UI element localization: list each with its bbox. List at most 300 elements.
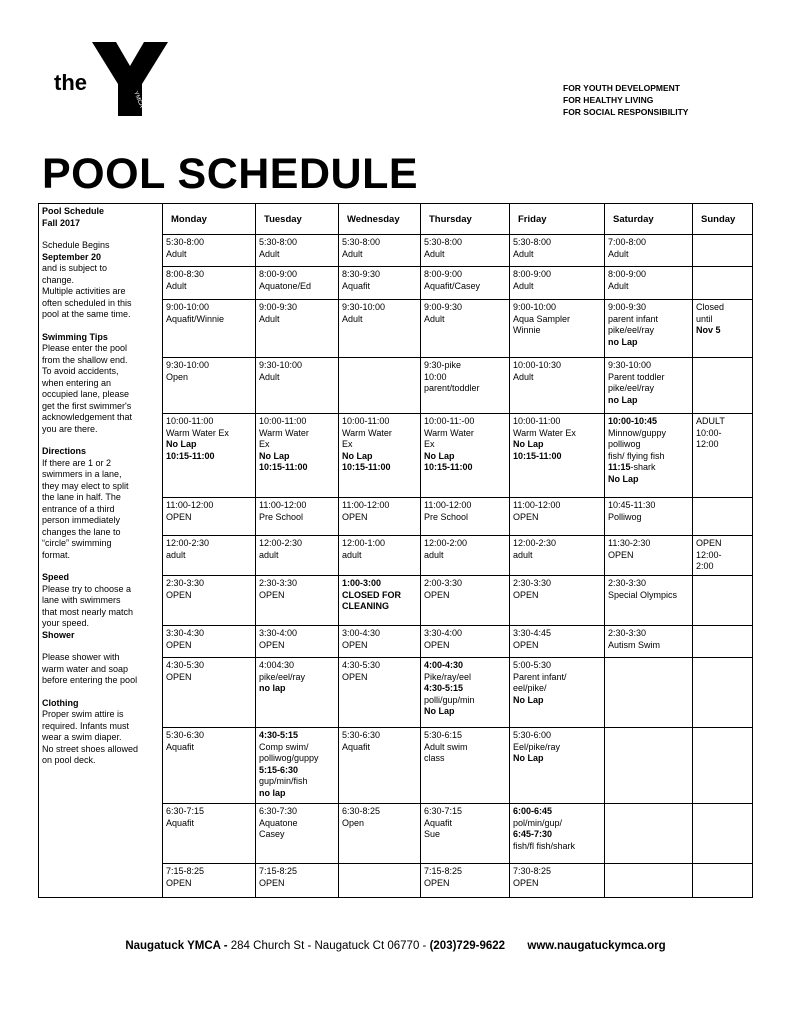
cell-line: OPEN — [166, 639, 192, 650]
schedule-cell — [510, 536, 605, 576]
sidebar-text: swimmers in a lane, — [42, 469, 122, 479]
cell-line: 11:30-2:30 — [608, 538, 651, 548]
schedule-cell — [163, 804, 256, 864]
cell-line: 10:00-10:45 — [608, 416, 658, 426]
schedule-cell — [421, 536, 510, 576]
sidebar-heading: Fall 2017 — [42, 217, 81, 228]
day-header: Wednesday — [339, 204, 421, 235]
cell-line: OPEN — [259, 877, 285, 888]
schedule-cell — [421, 576, 510, 626]
cell-line: no Lap — [608, 394, 638, 405]
cell-line-rest: -shark — [630, 462, 656, 472]
cell-line: Aquatone — [259, 817, 298, 828]
sidebar-text: they may elect to split — [42, 480, 129, 491]
cell-line: fish/fl fish/shark — [513, 840, 576, 851]
cell-line: 2:30-3:30 — [608, 628, 647, 638]
sidebar-text: when entering an — [42, 377, 112, 388]
cell-line: parent/toddler — [424, 383, 480, 393]
cell-line: OPEN — [424, 639, 450, 650]
schedule-cell — [256, 658, 339, 728]
tagline-line: FOR HEALTHY LIVING — [563, 95, 654, 105]
sidebar-text: from the shallow end. — [42, 354, 128, 365]
cell-line: 8:00-9:00 — [259, 269, 298, 279]
y-logo-icon — [90, 40, 170, 118]
cell-line: 8:00-9:00 — [608, 269, 647, 279]
cell-line: 12:00-2:00 — [424, 538, 468, 548]
schedule-cell — [421, 414, 510, 498]
schedule-cell — [605, 728, 693, 804]
day-header: Friday — [510, 204, 605, 235]
cell-line: Adult — [259, 313, 280, 324]
schedule-cell — [510, 414, 605, 498]
cell-line: OPEN — [342, 671, 368, 682]
schedule-cell — [256, 804, 339, 864]
cell-line: Adult — [166, 248, 187, 259]
schedule-cell — [693, 658, 753, 728]
cell-line: 8:00-8:30 — [166, 269, 205, 279]
cell-line: Open — [166, 371, 189, 382]
logo-the-text: the — [54, 70, 87, 95]
sidebar-text: Schedule Begins — [42, 240, 110, 250]
schedule-cell — [510, 300, 605, 358]
cell-line: 9:30-10:00 — [166, 360, 210, 370]
schedule-cell — [693, 864, 753, 898]
cell-line: OPEN — [166, 589, 192, 600]
schedule-cell — [163, 626, 256, 658]
cell-line: 6:30-8:25 — [342, 806, 381, 816]
schedule-cell — [421, 626, 510, 658]
cell-line: OPEN — [166, 511, 192, 522]
cell-line: No Lap — [342, 450, 373, 461]
cell-line: CLEANING — [342, 601, 389, 611]
cell-line: adult — [259, 549, 279, 560]
day-header: Sunday — [693, 204, 753, 235]
cell-line: Warm Water — [342, 427, 392, 438]
cell-line: 9:00-9:30 — [608, 302, 647, 312]
cell-line: 10:00 — [424, 371, 447, 382]
sidebar-text: “circle” swimming — [42, 538, 112, 548]
schedule-cell — [163, 658, 256, 728]
schedule-cell — [163, 576, 256, 626]
cell-line: 10:15-11:00 — [259, 462, 308, 472]
cell-line: 6:00-6:45 — [513, 806, 553, 816]
cell-line: parent infant — [608, 313, 659, 324]
sidebar-text: pool at the same time. — [42, 309, 131, 319]
tagline-line: FOR SOCIAL RESPONSIBILITY — [563, 107, 689, 117]
schedule-cell — [339, 576, 421, 626]
cell-line: 11:00-12:00 — [342, 500, 390, 510]
cell-line: Adult swim — [424, 741, 468, 752]
footer-org: Naugatuck YMCA - — [125, 940, 231, 952]
cell-line: Aquafit — [342, 741, 371, 752]
cell-line: Polliwog — [608, 511, 642, 522]
cell-line: 8:00-9:00 — [424, 269, 463, 279]
cell-line: 10:00-11:00 — [513, 416, 561, 426]
cell-line: 3:30-4:45 — [513, 628, 552, 638]
schedule-cell — [256, 498, 339, 536]
sidebar-text: changes the lane to — [42, 526, 121, 537]
cell-line: No Lap — [259, 450, 290, 461]
cell-line: No Lap — [513, 753, 544, 763]
schedule-cell — [421, 658, 510, 728]
sidebar-text: lane with swimmers — [42, 595, 121, 605]
cell-line: 1:00-3:00 — [342, 578, 382, 588]
schedule-cell — [421, 358, 510, 414]
info-sidebar — [39, 204, 163, 898]
cell-line: 3:30-4:30 — [166, 628, 205, 638]
cell-line: Ex — [342, 439, 353, 449]
cell-line: 11:00-12:00 — [259, 500, 307, 510]
cell-line: 3:30-4:00 — [259, 628, 298, 638]
cell-line: 10:15-11:00 — [424, 462, 473, 472]
cell-line: Winnie — [513, 325, 541, 335]
cell-line: adult — [342, 549, 362, 560]
cell-line: Eel/pike/ray — [513, 741, 561, 752]
schedule-cell — [605, 864, 693, 898]
schedule-cell — [421, 498, 510, 536]
cell-line: 5:30-6:30 — [166, 730, 205, 740]
cell-line: 4:30-5:30 — [342, 660, 381, 670]
cell-line: Warm Water — [424, 427, 474, 438]
cell-line: Adult — [259, 248, 280, 259]
cell-line: 11:00-12:00 — [166, 500, 214, 510]
schedule-cell — [163, 300, 256, 358]
schedule-cell — [339, 804, 421, 864]
schedule-cell — [256, 267, 339, 300]
cell-line: Warm Water — [259, 427, 309, 438]
cell-line: Aquatone/Ed — [259, 280, 312, 291]
cell-line: 12:00- — [696, 549, 722, 560]
cell-line: adult — [166, 549, 186, 560]
cell-line: 6:30-7:15 — [166, 806, 205, 816]
cell-line: OPEN — [166, 671, 192, 682]
ymca-logo — [44, 40, 174, 120]
schedule-cell — [693, 414, 753, 498]
schedule-cell — [339, 536, 421, 576]
cell-line: 12:00-2:30 — [259, 538, 303, 548]
cell-line: pike/eel/ray — [608, 325, 655, 335]
cell-line: 9:30-10:00 — [608, 360, 652, 370]
cell-line: No Lap — [608, 473, 639, 484]
schedule-cell — [605, 414, 693, 498]
cell-line: 10:00-11:00 — [166, 416, 214, 426]
schedule-cell — [693, 576, 753, 626]
cell-line: 5:30-8:00 — [166, 237, 205, 247]
cell-line: 7:30-8:25 — [513, 866, 552, 876]
cell-line: 6:30-7:15 — [424, 806, 463, 816]
schedule-cell — [421, 804, 510, 864]
schedule-cell — [510, 864, 605, 898]
schedule-cell — [693, 300, 753, 358]
cell-line: 5:30-8:00 — [424, 237, 463, 247]
schedule-cell — [256, 358, 339, 414]
cell-line: 4:30-5:15 — [259, 730, 299, 740]
cell-line: 3:30-4:00 — [424, 628, 463, 638]
cell-line: No Lap — [424, 450, 455, 461]
cell-line: 2:00-3:30 — [424, 578, 463, 588]
cell-line: no lap — [259, 787, 286, 798]
schedule-cell — [256, 536, 339, 576]
cell-line: 6:45-7:30 — [513, 829, 553, 839]
schedule-cell — [693, 804, 753, 864]
sidebar-text: Please try to choose a — [42, 583, 132, 594]
cell-line: OPEN — [424, 589, 450, 600]
schedule-cell — [421, 267, 510, 300]
cell-line: 4:30-5:30 — [166, 660, 205, 670]
cell-line: Comp swim/ — [259, 741, 309, 752]
schedule-cell — [421, 235, 510, 267]
schedule-cell — [510, 804, 605, 864]
schedule-cell — [163, 498, 256, 536]
schedule-cell — [510, 626, 605, 658]
cell-line: Autism Swim — [608, 639, 661, 650]
cell-line: ADULT — [696, 416, 725, 426]
logo-ymca-text: YMCA — [132, 90, 145, 109]
cell-line: Aqua Sampler — [513, 313, 571, 324]
sidebar-text: before entering the pool — [42, 675, 138, 685]
cell-line: 7:15-8:25 — [259, 866, 298, 876]
cell-line: 7:15-8:25 — [424, 866, 463, 876]
tagline-line: FOR YOUTH DEVELOPMENT — [563, 83, 680, 93]
sidebar-text: If there are 1 or 2 — [42, 457, 112, 468]
schedule-cell — [339, 300, 421, 358]
cell-line: 5:30-6:00 — [513, 730, 552, 740]
cell-line: 10:00-10:30 — [513, 360, 562, 370]
cell-line: 7:00-8:00 — [608, 237, 647, 247]
cell-line: Open — [342, 817, 365, 828]
cell-line: pike/eel/ray — [608, 383, 655, 393]
schedule-cell — [510, 235, 605, 267]
schedule-cell — [693, 267, 753, 300]
cell-line: 5:30-8:00 — [259, 237, 298, 247]
schedule-cell — [339, 235, 421, 267]
cell-line: 9:30-10:00 — [342, 302, 386, 312]
cell-line: 12:00 — [696, 439, 719, 449]
sidebar-text: warm water and soap — [42, 663, 129, 674]
cell-line: OPEN — [342, 511, 368, 522]
cell-line: pol/min/gup/ — [513, 817, 563, 828]
schedule-cell — [256, 728, 339, 804]
day-header: Tuesday — [256, 204, 339, 235]
cell-line: 5:30-6:30 — [342, 730, 381, 740]
cell-line: class — [424, 753, 445, 763]
cell-line: Ex — [259, 439, 270, 449]
cell-line: fish/ flying fish — [608, 450, 665, 461]
cell-line: 9:30-10:00 — [259, 360, 303, 370]
cell-line: 10:45-11:30 — [608, 500, 656, 510]
cell-line: Closed — [696, 302, 725, 312]
schedule-cell — [605, 626, 693, 658]
cell-line: 12:00-2:30 — [166, 538, 210, 548]
footer — [0, 940, 791, 952]
cell-line: 10:00-11:00 — [259, 416, 307, 426]
cell-line: 10:15-11:00 — [166, 450, 215, 461]
schedule-cell — [163, 358, 256, 414]
cell-line: 12:00-2:30 — [513, 538, 557, 548]
cell-line: Adult — [608, 248, 629, 259]
cell-line: No Lap — [513, 694, 544, 705]
cell-line: OPEN — [513, 639, 539, 650]
cell-line: OPEN — [424, 877, 450, 888]
cell-line: polliwog/guppy — [259, 753, 319, 763]
schedule-cell — [693, 235, 753, 267]
sidebar-text: often scheduled in this — [42, 297, 132, 308]
cell-line: 4:00-4:30 — [424, 660, 464, 670]
cell-line: no lap — [259, 683, 286, 693]
cell-line: Adult — [342, 313, 363, 324]
sidebar-text: Please shower with — [42, 652, 120, 662]
footer-address: 284 Church St - Naugatuck Ct 06770 - — [230, 940, 430, 952]
cell-line: pike/eel/ray — [259, 671, 306, 682]
cell-line: 9:00-9:30 — [259, 302, 298, 312]
cell-line: No Lap — [424, 706, 455, 716]
cell-line: 10:00-11:00 — [342, 416, 390, 426]
schedule-cell — [339, 414, 421, 498]
schedule-cell — [339, 358, 421, 414]
schedule-cell — [339, 864, 421, 898]
schedule-cell — [605, 300, 693, 358]
schedule-cell — [421, 728, 510, 804]
cell-line: 2:30-3:30 — [513, 578, 552, 588]
cell-line: 5:30-8:00 — [342, 237, 381, 247]
cell-line: no Lap — [608, 336, 638, 347]
schedule-cell — [510, 358, 605, 414]
cell-line: Pre School — [424, 511, 469, 522]
cell-line: Aquafit — [166, 817, 195, 828]
schedule-cell — [256, 235, 339, 267]
cell-line: Warm Water Ex — [166, 427, 229, 438]
footer-website-link[interactable]: www.naugatuckymca.org — [527, 940, 666, 952]
schedule-cell — [256, 626, 339, 658]
schedule-cell — [163, 414, 256, 498]
cell-line: Adult — [424, 248, 445, 259]
cell-line: 9:00-10:00 — [166, 302, 210, 312]
cell-line: 10:15-11:00 — [342, 462, 391, 472]
sidebar-text: that most nearly match — [42, 606, 134, 617]
schedule-cell — [605, 235, 693, 267]
cell-line: 9:00-9:30 — [424, 302, 463, 312]
cell-line: 5:30-6:15 — [424, 730, 463, 740]
cell-line: Aquafit — [424, 817, 453, 828]
schedule-cell — [693, 536, 753, 576]
cell-line: 2:30-3:30 — [166, 578, 205, 588]
cell-line: Special Olympics — [608, 589, 678, 600]
schedule-cell — [163, 267, 256, 300]
cell-line: 10:00-11:-00 — [424, 416, 475, 426]
cell-line: OPEN — [342, 639, 368, 650]
cell-line: 2:30-3:30 — [259, 578, 298, 588]
cell-line: Adult — [608, 280, 629, 291]
sidebar-start-date: September 20 — [42, 251, 102, 262]
day-header: Thursday — [421, 204, 510, 235]
cell-line: 9:30-pike — [424, 360, 462, 370]
cell-line: adult — [424, 549, 444, 560]
cell-line: 6:30-7:30 — [259, 806, 298, 816]
sidebar-text: your speed. — [42, 618, 90, 628]
cell-line: OPEN — [259, 589, 285, 600]
cell-line: Aquafit — [342, 280, 371, 291]
cell-line: OPEN — [513, 589, 539, 600]
sidebar-heading: Directions — [42, 446, 87, 456]
schedule-cell — [339, 626, 421, 658]
schedule-cell — [605, 804, 693, 864]
cell-line: 10:00- — [696, 427, 722, 438]
cell-line: 2:00 — [696, 561, 714, 571]
cell-line: Pre School — [259, 511, 304, 522]
cell-line: eel/pike/ — [513, 683, 547, 693]
cell-line: 11:00-12:00 — [424, 500, 472, 510]
schedule-table — [38, 203, 753, 898]
schedule-cell — [693, 498, 753, 536]
cell-line: polli/gup/min — [424, 694, 475, 705]
sidebar-heading: Clothing — [42, 697, 79, 708]
cell-line: 8:00-9:00 — [513, 269, 552, 279]
sidebar-text: format. — [42, 549, 71, 560]
cell-line: Adult — [424, 313, 445, 324]
tagline — [563, 82, 688, 118]
schedule-cell — [256, 864, 339, 898]
schedule-cell — [510, 728, 605, 804]
schedule-cell — [510, 498, 605, 536]
schedule-cell — [605, 267, 693, 300]
schedule-cell — [163, 235, 256, 267]
sidebar-text: To avoid accidents, — [42, 366, 119, 376]
cell-line: 5:30-8:00 — [513, 237, 552, 247]
schedule-cell — [605, 536, 693, 576]
cell-line: Adult — [259, 371, 280, 382]
sidebar-text: acknowledgement that — [42, 412, 133, 422]
day-header: Saturday — [605, 204, 693, 235]
cell-line: OPEN — [166, 877, 192, 888]
cell-line: Ex — [424, 439, 435, 449]
schedule-cell — [339, 498, 421, 536]
cell-line: Minnow/guppy — [608, 427, 667, 438]
sidebar-text: change. — [42, 274, 75, 285]
cell-line: 5:00-5:30 — [513, 660, 552, 670]
schedule-cell — [339, 267, 421, 300]
sidebar-text: required. Infants must — [42, 720, 130, 731]
cell-line: Adult — [342, 248, 363, 259]
schedule-cell — [605, 358, 693, 414]
schedule-cell — [256, 414, 339, 498]
schedule-cell — [605, 576, 693, 626]
sidebar-text: entrance of a third — [42, 503, 115, 514]
cell-line: Parent infant/ — [513, 671, 567, 682]
schedule-cell — [163, 864, 256, 898]
sidebar-heading: Shower — [42, 629, 75, 640]
sidebar-text: person immediately — [42, 515, 121, 525]
cell-line: 5:15-6:30 — [259, 764, 299, 775]
cell-line: 11:00-12:00 — [513, 500, 561, 510]
cell-line: adult — [513, 549, 533, 560]
schedule-cell — [693, 626, 753, 658]
cell-line: OPEN — [513, 877, 539, 888]
schedule-cell — [339, 728, 421, 804]
sidebar-text: the lane in half. The — [42, 492, 121, 502]
sidebar-text: No street shoes allowed — [42, 743, 139, 754]
sidebar-text: get the first swimmer's — [42, 400, 132, 411]
schedule-cell — [693, 728, 753, 804]
cell-line: OPEN — [513, 511, 539, 522]
cell-line: Adult — [513, 248, 534, 259]
cell-line: Aquafit/Winnie — [166, 313, 225, 324]
cell-line: 11:15 — [608, 462, 631, 472]
schedule-cell — [605, 498, 693, 536]
cell-line: polliwog — [608, 439, 641, 449]
cell-line: 3:00-4:30 — [342, 628, 381, 638]
cell-line: 4:30-5:15 — [424, 683, 464, 693]
cell-line: until — [696, 313, 713, 324]
